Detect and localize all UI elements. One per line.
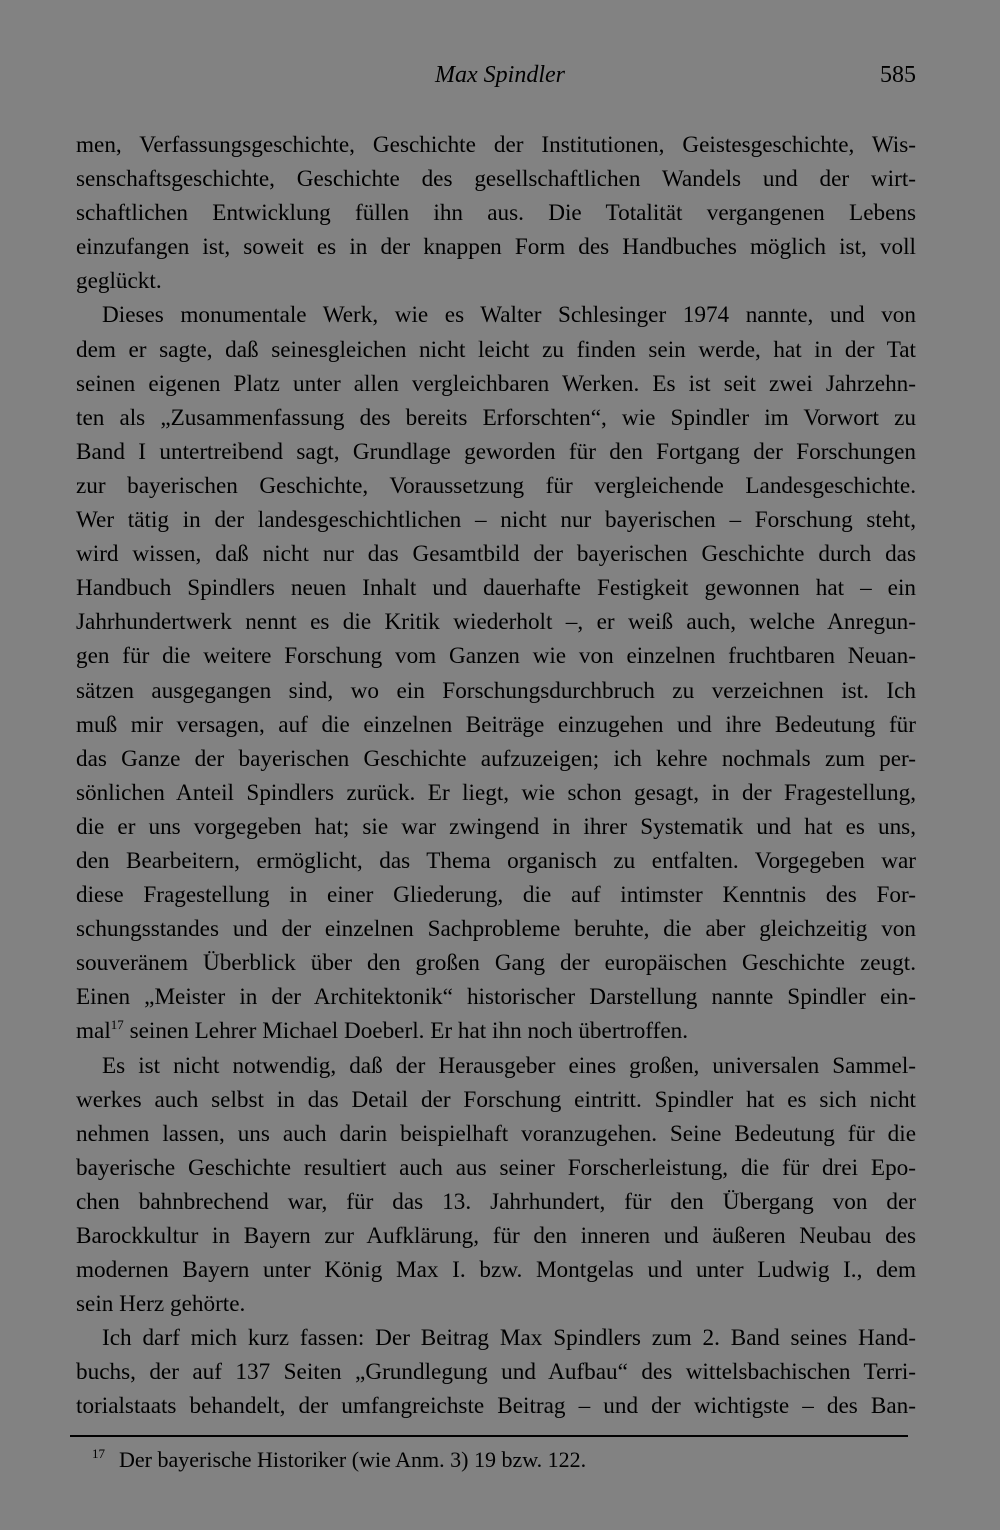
footnote <box>92 1447 586 1473</box>
text-line: sein Herz gehörte. <box>76 1291 246 1318</box>
running-header-title: Max Spindler <box>435 62 565 88</box>
text-line-with-footnote-ref <box>76 1014 916 1048</box>
text-line: men, Verfassungsgeschichte, Geschichte der Institutionen, Geistesgeschichte, Wis- <box>76 132 916 158</box>
text-segment: mal <box>76 1018 111 1045</box>
text-line: dem er sagte, daß seinesgleichen nicht leicht zu finden sein werde, hat in der Tat <box>76 336 916 363</box>
text-line: torialstaats behandelt, der umfangreichste Beitrag – und der wichtigste – des Ban- <box>76 1393 916 1420</box>
text-line: diese Fragestellung in einer Gliederung, die auf intimster Kenntnis des For- <box>76 882 916 909</box>
text-line: modernen Bayern unter König Max I. bzw. Montgelas und unter Ludwig I., dem <box>76 1257 916 1284</box>
text-line: seinen eigenen Platz unter allen vergleichbaren Werken. Es ist seit zwei Jahrzehn- <box>76 370 916 397</box>
text-line: Es ist nicht notwendig, daß der Herausgeber eines großen, universalen Sammel- <box>102 1052 916 1079</box>
text-line: Wer tätig in der landesgeschichtlichen – nicht nur bayerischen – Forschung steht, <box>76 507 916 534</box>
text-line: Jahrhundertwerk nennt es die Kritik wiederholt –, er weiß auch, welche Anregun- <box>76 609 916 636</box>
text-line: werkes auch selbst in das Detail der Forschung eintritt. Spindler hat es sich nicht <box>76 1086 916 1113</box>
text-line: schungsstandes und der einzelnen Sachprobleme beruhte, die aber gleichzeitig von <box>76 916 916 943</box>
text-line: nehmen lassen, uns auch darin beispielhaft voranzugehen. Seine Bedeutung für die <box>76 1120 916 1147</box>
footnote-reference: 17 <box>110 1017 124 1033</box>
text-line: Einen „Meister in der Architektonik“ historischer Darstellung nannte Spindler ein- <box>76 984 916 1011</box>
text-line: zur bayerischen Geschichte, Voraussetzung für vergleichende Landesgeschichte. <box>76 472 916 499</box>
footnote-number: 17 <box>92 1446 105 1461</box>
text-segment: seinen Lehrer Michael Doeberl. Er hat ihn noch übertroffen. <box>123 1018 689 1045</box>
text-line: schaftlichen Entwicklung füllen ihn aus. Die Totalität vergangenen Lebens <box>76 200 916 227</box>
text-line: buchs, der auf 137 Seiten „Grundlegung und Aufbau“ des wittelsbachischen Terri- <box>76 1359 916 1386</box>
text-line: Dieses monumentale Werk, wie es Walter Schlesinger 1974 nannte, und von <box>102 302 916 329</box>
text-line: die er uns vorgegeben hat; sie war zwingend in ihrer Systematik und hat es uns, <box>76 813 916 840</box>
text-line: Handbuch Spindlers neuen Inhalt und dauerhafte Festigkeit gewonnen hat – ein <box>76 575 916 602</box>
text-line: sätzen ausgegangen sind, wo ein Forschungsdurchbruch zu verzeichnen ist. Ich <box>76 677 916 704</box>
text-line: wird wissen, daß nicht nur das Gesamtbild der bayerischen Geschichte durch das <box>76 541 916 568</box>
text-line: sönlichen Anteil Spindlers zurück. Er liegt, wie schon gesagt, in der Fragestellung, <box>76 779 916 806</box>
text-line: den Bearbeitern, ermöglicht, das Thema organisch zu entfalten. Vorgegeben war <box>76 847 916 874</box>
text-line: gen für die weitere Forschung vom Ganzen wie von einzelnen fruchtbaren Neuan- <box>76 643 916 670</box>
text-line: ten als „Zusammenfassung des bereits Erforschten“, wie Spindler im Vorwort zu <box>76 404 916 431</box>
text-line: geglückt. <box>76 268 162 295</box>
text-line: Barockkultur in Bayern zur Aufklärung, für den inneren und äußeren Neubau des <box>76 1223 916 1249</box>
text-line: Band I untertreibend sagt, Grundlage geworden für den Fortgang der Forschungen <box>76 438 916 465</box>
text-line: einzufangen ist, soweit es in der knappen Form des Handbuches möglich ist, voll <box>76 234 916 261</box>
text-line: chen bahnbrechend war, für das 13. Jahrhundert, für den Übergang von der <box>76 1188 916 1215</box>
footnote-divider <box>70 1435 908 1437</box>
text-line: souveränem Überblick über den großen Gang der europäischen Geschichte zeugt. <box>76 950 916 977</box>
page-number: 585 <box>880 62 916 88</box>
text-line: Ich darf mich kurz fassen: Der Beitrag Max Spindlers zum 2. Band seines Hand- <box>102 1325 916 1352</box>
text-line: muß mir versagen, auf die einzelnen Beiträge einzugehen und ihre Bedeutung für <box>76 711 916 738</box>
text-line: senschaftsgeschichte, Geschichte des gesellschaftlichen Wandels und der wirt- <box>76 166 916 193</box>
text-line: das Ganze der bayerischen Geschichte aufzuzeigen; ich kehre nochmals zum per- <box>76 745 916 772</box>
text-line: bayerische Geschichte resultiert auch aus seiner Forscherleistung, die für drei Epo- <box>76 1154 916 1181</box>
footnote-text: Der bayerische Historiker (wie Anm. 3) 19 bzw. 122. <box>119 1447 587 1472</box>
body-text <box>76 128 916 1424</box>
